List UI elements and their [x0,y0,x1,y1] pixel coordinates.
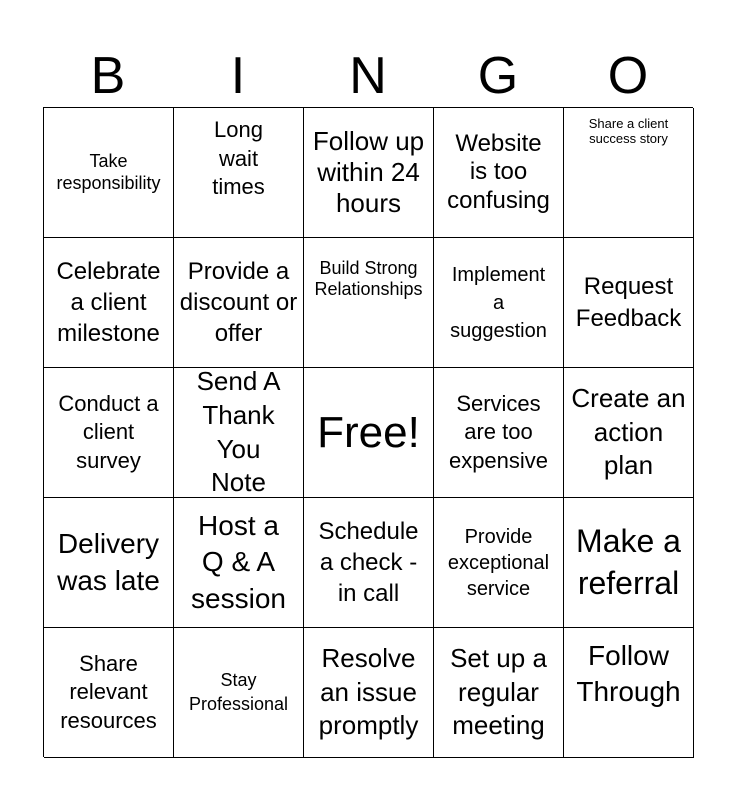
cell-text: Schedule a check - in call [318,517,419,608]
header-letter-n: N [349,47,387,105]
cell-text: Provide exceptional service [447,525,550,600]
header-letter-g: G [477,47,519,105]
cell-text: Make a referral [576,522,681,601]
cell-text: Share relevant resources [60,650,157,733]
bingo-cell[interactable] [564,498,694,628]
free-space-text: Free! [317,407,420,457]
cell-text: Share a client success story [588,116,669,147]
bingo-cell[interactable] [434,628,564,758]
cell-text: Stay Professional [188,670,289,714]
bingo-cell[interactable] [434,108,564,238]
cell-text: Set up a regular meeting [450,642,547,741]
bingo-cell[interactable] [44,498,174,628]
cell-text: Long wait times [212,117,265,200]
cell-text: Take responsibility [56,151,161,193]
bingo-cell[interactable] [564,628,694,758]
bingo-card-grid [43,107,693,757]
cell-text: Resolve an issue promptly [318,642,419,741]
cell-text: Host a Q & A session [191,509,286,614]
header-letter-b: B [90,47,126,105]
header-letter-o: O [607,47,649,105]
header-letter-i: I [230,47,246,105]
bingo-cell[interactable] [44,108,174,238]
bingo-cell-free[interactable] [304,368,434,498]
bingo-cell[interactable] [174,498,304,628]
bingo-cell[interactable] [174,368,304,498]
bingo-cell[interactable] [174,108,304,238]
cell-text: Services are too expensive [448,390,549,473]
bingo-cell[interactable] [434,498,564,628]
cell-text: Provide a discount or offer [179,257,298,348]
bingo-cell[interactable] [564,108,694,238]
bingo-cell[interactable] [44,238,174,368]
bingo-cell[interactable] [304,628,434,758]
cell-text: Implement a suggestion [450,263,547,342]
bingo-cell[interactable] [174,628,304,758]
bingo-cell[interactable] [304,498,434,628]
bingo-cell[interactable] [564,238,694,368]
cell-text: Celebrate a client milestone [56,257,161,348]
cell-text: Build Strong Relationships [314,258,423,300]
cell-text: Follow up within 24 hours [312,126,425,218]
cell-text: Delivery was late [57,528,160,596]
bingo-cell[interactable] [434,368,564,498]
cell-text: Request Feedback [575,273,682,332]
cell-text: Follow Through [576,640,681,708]
bingo-cell[interactable] [44,628,174,758]
cell-text: Send A Thank You Note [196,368,281,498]
cell-text: Conduct a client survey [58,390,159,473]
cell-text: Website is too confusing [447,130,550,214]
bingo-cell[interactable] [304,238,434,368]
bingo-cell[interactable] [174,238,304,368]
bingo-cell[interactable] [564,368,694,498]
bingo-cell[interactable] [304,108,434,238]
bingo-header [43,44,693,108]
bingo-cell[interactable] [44,368,174,498]
bingo-cell[interactable] [434,238,564,368]
cell-text: Create an action plan [571,382,686,481]
